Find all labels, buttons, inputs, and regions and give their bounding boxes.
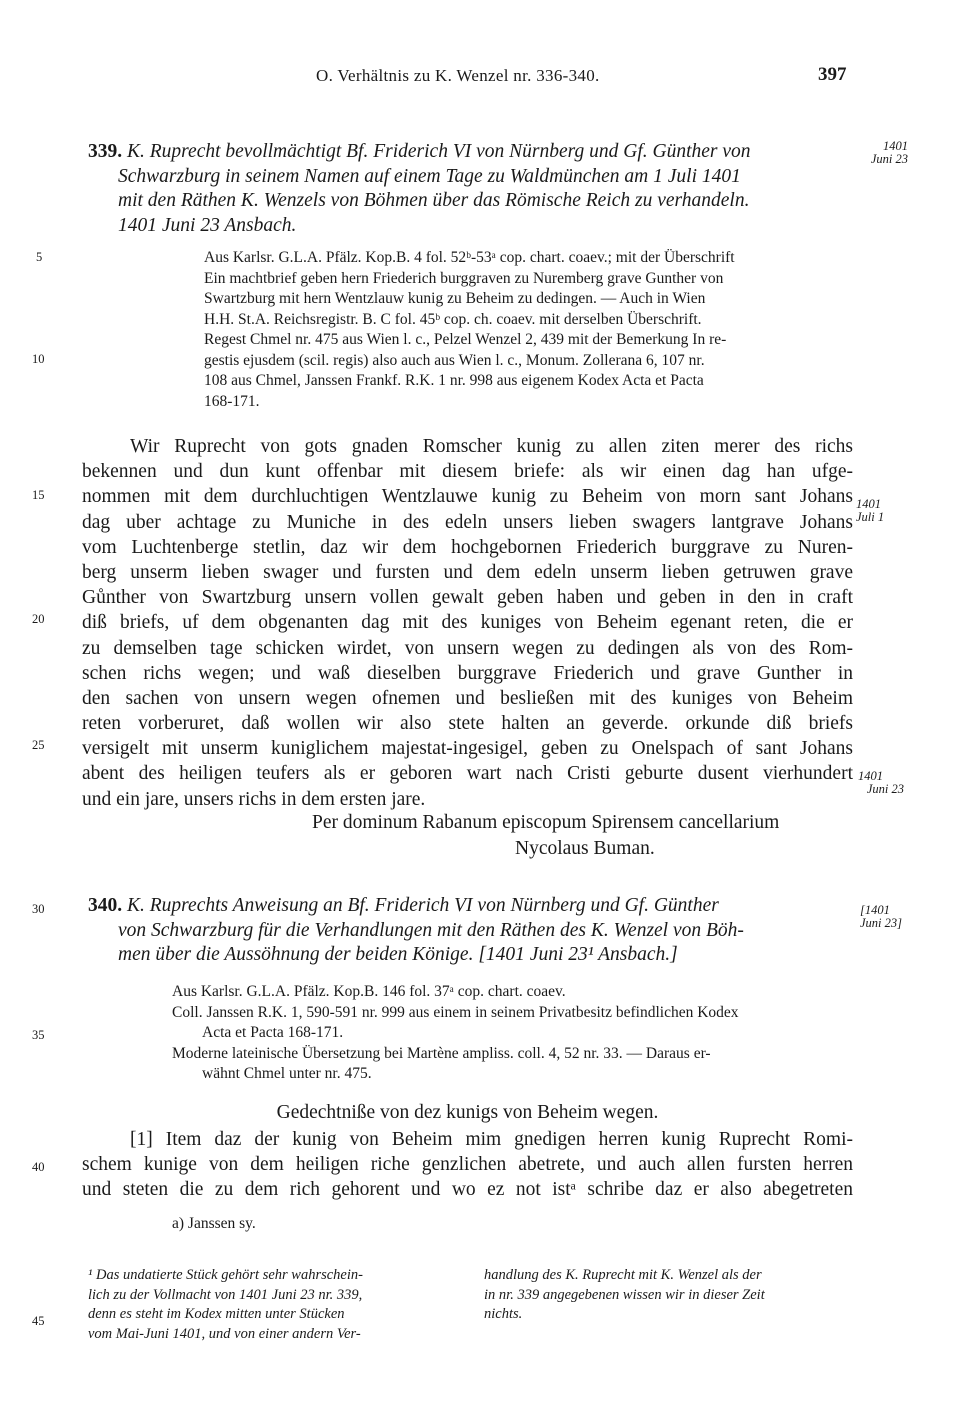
line-number: 40	[32, 1160, 45, 1174]
margin-year: 1401	[883, 139, 908, 153]
text-line: abent des heiligen teufers als er geboren wart nach Cristi geburte dusent vierhundert	[82, 763, 853, 785]
variant-note: a) Janssen sy.	[172, 1215, 256, 1232]
text-line: Gůnther von Swartzburg unsern vollen gewalt geben haben und geben in den in craft	[82, 587, 853, 609]
text-line: [1] Item daz der kunig von Beheim mim gnedigen herren kunig Ruprecht Romi-	[130, 1129, 853, 1150]
signature-line: Per dominum Rabanum episcopum Spirensem cancellarium	[312, 812, 780, 833]
margin-day: Juni 23	[870, 152, 908, 166]
text-line: diß briefs, uf dem obgenanten dag mit des kuniges von Beheim egenant reten, die er	[82, 612, 853, 634]
line-number: 30	[32, 902, 45, 916]
source-line: wähnt Chmel unter nr. 475.	[202, 1065, 372, 1082]
doc340-title	[88, 894, 878, 968]
text-line: vom Luchtenberge stetlin, daz wir dem hochgebornen Friederich burggrave zu Nuren-	[82, 536, 853, 558]
source-line: 108 aus Chmel, Janssen Frankf. R.K. 1 nr. 998 aus eigenem Kodex Acta et Pacta	[204, 372, 704, 389]
text-line: und steten die zu dem rich gehorent und wo ez not istᵃ schribe daz er also abegetreten	[82, 1179, 853, 1201]
doc339-sources	[204, 248, 854, 412]
page-number: 397	[818, 64, 847, 85]
doc339-margin-date-3	[844, 770, 904, 796]
source-line: Moderne lateinische Übersetzung bei Martène ampliss. coll. 4, 52 nr. 33. — Daraus er-	[172, 1044, 711, 1062]
doc340-heading: Gedechtniße von dez kunigs von Beheim wegen.	[276, 1102, 659, 1123]
line-number: 35	[32, 1028, 45, 1042]
text-line: schen richs wegen; und waß dieselben burggrave Friederich und grave Gunther in	[82, 662, 853, 684]
text-line: schem kunige von dem heiligen riche genzlichen abetrete, und auch allen fursten herren	[82, 1154, 853, 1176]
doc339-text	[82, 434, 853, 812]
text-line: versigelt mit unserm kuniglichem majestat-ingesigel, geben zu Onelspach of sant Johans	[82, 738, 853, 760]
footnote-right	[484, 1266, 864, 1325]
source-line: Coll. Janssen R.K. 1, 590-591 nr. 999 aus einem in seinem Privatbesitz befindlichen Kodex	[172, 1003, 739, 1021]
line-number: 45	[32, 1314, 45, 1328]
signature-line: Nycolaus Buman.	[515, 838, 655, 859]
footnote-line: in nr. 339 angegebenen wissen wir in dieser Zeit	[484, 1286, 765, 1303]
text-line: den sachen von unsern wegen ofnemen und besließen mit des kuniges von Beheim	[82, 687, 853, 709]
footnote-line: handlung des K. Ruprecht mit K. Wenzel als der	[484, 1267, 762, 1283]
text-line: zu demselben tage schicken wirdet, von unsern wegen zu dedingen als von des Rom-	[82, 637, 853, 659]
text-line: Wir Ruprecht von gots gnaden Romscher kunig zu allen ziten merer des richs	[130, 436, 853, 457]
text-line: reten vorberuret, daß wollen wir also stete halten an geverde. orkunde diß briefs	[82, 713, 853, 735]
source-line: 168-171.	[204, 392, 260, 410]
margin-year: [1401	[860, 903, 890, 917]
margin-year: 1401	[856, 497, 881, 511]
doc340-title-line: von Schwarzburg für die Verhandlungen mit den Räthen des K. Wenzel von Böh-	[118, 919, 744, 941]
footnote-left	[88, 1266, 468, 1344]
doc340-sources	[172, 982, 852, 1085]
doc339-signature	[312, 810, 779, 835]
running-head: O. Verhältnis zu K. Wenzel nr. 336-340.	[316, 66, 600, 85]
line-number: 5	[36, 250, 43, 264]
text-line: und ein jare, unsers richs in dem ersten jare.	[82, 788, 426, 810]
doc339-title-line: Schwarzburg in seinem Namen auf einem Tage zu Waldmünchen am 1 Juli 1401	[118, 165, 741, 187]
footnote-line: denn es steht im Kodex mitten unter Stücken	[88, 1306, 345, 1322]
doc339-margin-date	[848, 140, 908, 166]
margin-day: Juni 23]	[860, 916, 903, 930]
source-line: gestis ejusdem (scil. regis) also auch aus Wien l. c., Monum. Zollerana 6, 107 nr.	[204, 351, 705, 369]
doc340-title-line: men über die Aussöhnung der beiden Könige. [1401 Juni 23¹ Ansbach.]	[118, 944, 678, 965]
text-line: dag uber achtage zu Muniche in des edeln unsers lieben swagers lantgrave Johans	[82, 511, 853, 533]
doc339-title-line: 1401 Juni 23 Ansbach.	[118, 214, 297, 236]
line-number: 10	[32, 352, 45, 366]
doc340-margin-date	[860, 904, 908, 930]
doc339-margin-date-2	[856, 498, 906, 524]
source-line: Acta et Pacta 168-171.	[202, 1024, 344, 1041]
doc339-title-line: mit den Räthen K. Wenzels von Böhmen über das Römische Reich zu verhandeln.	[118, 190, 750, 211]
margin-day: Juni 23	[866, 782, 904, 796]
doc339-number: 339.	[88, 141, 123, 162]
margin-year: 1401	[858, 769, 883, 783]
text-line: berg unserm lieben swager und fursten und dem edeln unserm lieben getruwen grave	[82, 561, 853, 583]
footnote-line: vom Mai-Juni 1401, und von einer andern Ver-	[88, 1325, 361, 1342]
doc339-title-line: K. Ruprecht bevollmächtigt Bf. Friderich VI von Nürnberg und Gf. Günther von	[127, 141, 751, 162]
doc340-number: 340.	[88, 895, 123, 916]
doc340-title-line: K. Ruprechts Anweisung an Bf. Friderich VI von Nürnberg und Gf. Günther	[127, 895, 719, 916]
line-number: 25	[32, 738, 45, 752]
margin-day: Juli 1	[856, 510, 885, 524]
line-number: 15	[32, 488, 45, 502]
footnote-line: lich zu der Vollmacht von 1401 Juni 23 nr. 339,	[88, 1286, 363, 1303]
source-line: Swartzburg mit hern Wentzlauw kunig zu Beheim zu dedingen. — Auch in Wien	[204, 290, 706, 307]
text-line: bekennen und dun kunt offenbar mit diesem briefe: als wir einen dag han ufge-	[82, 461, 853, 483]
source-line: Aus Karlsr. G.L.A. Pfälz. Kop.B. 4 fol. 52ᵇ-53ᵃ cop. chart. coaev.; mit der Überschrift	[204, 249, 735, 266]
line-number: 20	[32, 612, 45, 626]
source-line: Aus Karlsr. G.L.A. Pfälz. Kop.B. 146 fol. 37ᵃ cop. chart. coaev.	[172, 983, 566, 1000]
footnote-line: ¹ Das undatierte Stück gehört sehr wahrschein-	[88, 1267, 363, 1283]
footnote-line: nichts.	[484, 1306, 523, 1322]
doc340-text	[82, 1127, 853, 1203]
doc339-title	[88, 140, 860, 238]
source-line: Ein machtbrief geben hern Friederich burggraven zu Nuremberg grave Gunther von	[204, 269, 724, 287]
source-line: H.H. St.A. Reichsregistr. B. C fol. 45ᵇ cop. ch. coaev. mit derselben Überschrift.	[204, 310, 702, 328]
source-line: Regest Chmel nr. 475 aus Wien l. c., Pelzel Wenzel 2, 439 mit der Bemerkung In re-	[204, 331, 727, 348]
text-line: nommen mit dem durchluchtigen Wentzlauwe kunig zu Beheim von morn sant Johans	[82, 486, 853, 508]
doc339-signature-2	[515, 836, 655, 861]
